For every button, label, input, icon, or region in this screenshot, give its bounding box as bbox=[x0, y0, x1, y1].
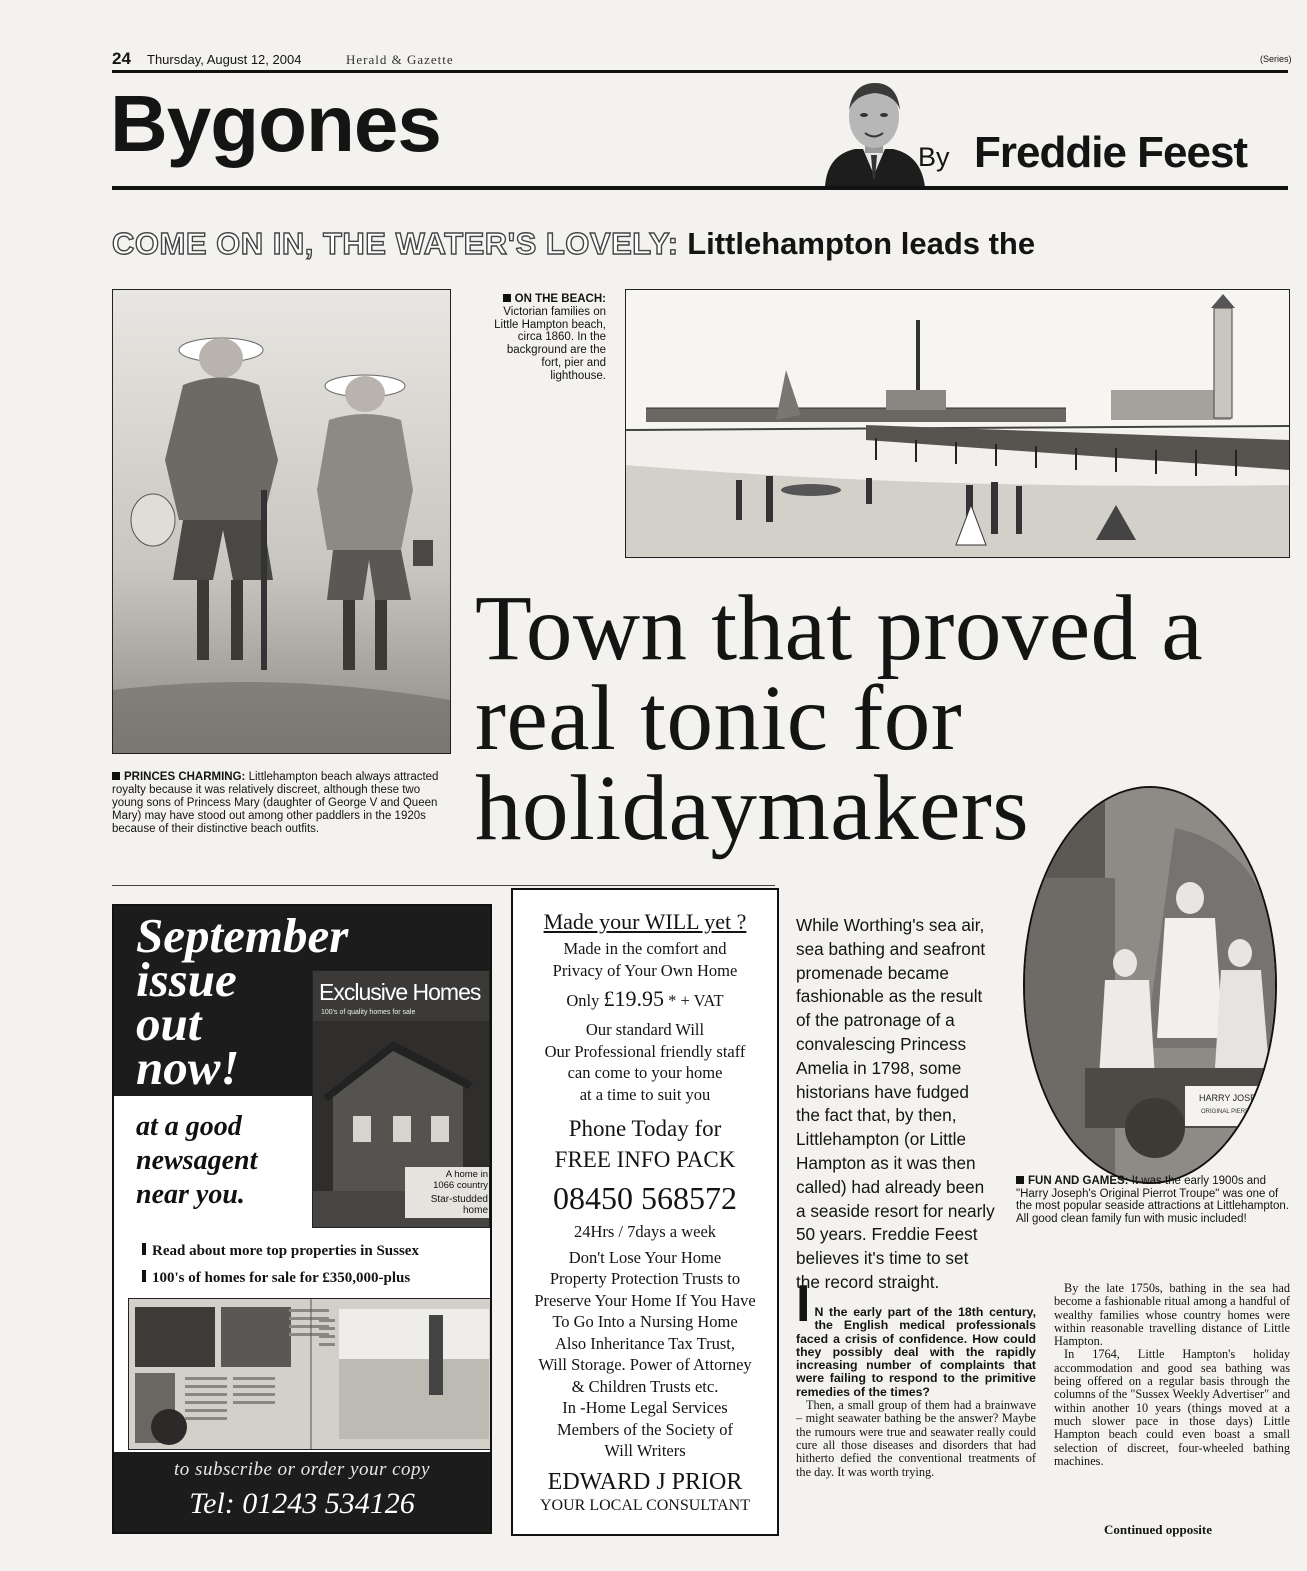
ad-bullet-1: Read about more top properties in Sussex bbox=[152, 1243, 419, 1259]
intro-standfirst: While Worthing's sea air, sea bathing and seafront promenade became fashionable as the result of the patronage of a convalescing Princess Amelia in 1798, some historians have fudged the fact that, by then, Littlehampton (or Little Hampton as it was then called) had already been a seaside resort for nearly 50 years. Freddie Feest believes it's time to set the record straight. bbox=[796, 915, 995, 1292]
ad-headline-4: now! bbox=[136, 1040, 240, 1095]
will-ad-phone: 08450 568572 bbox=[553, 1180, 737, 1216]
caption-bullet bbox=[112, 772, 120, 780]
beach-caption bbox=[490, 293, 606, 383]
issue-date: Thursday, August 12, 2004 bbox=[147, 52, 302, 67]
will-ad-service: In -Home Legal Services bbox=[562, 1398, 728, 1417]
princes-caption bbox=[112, 771, 447, 836]
troupe-sign-2: ORIGINAL PIERR bbox=[1201, 1109, 1250, 1115]
ad-bullets bbox=[142, 1238, 419, 1292]
princes-photo bbox=[112, 289, 451, 754]
caption-bullet bbox=[503, 294, 511, 302]
will-ad-name: EDWARD J PRIOR bbox=[547, 1468, 743, 1495]
will-ad-line: at a time to suit you bbox=[579, 1084, 711, 1104]
ad-headline-2: issue bbox=[136, 952, 237, 1007]
headline-line-3: holidaymakers bbox=[475, 757, 1030, 860]
will-ad-title: Made your WILL yet ? bbox=[543, 909, 747, 934]
magazine-cover bbox=[312, 970, 490, 1228]
will-ad-service: Will Writers bbox=[604, 1441, 686, 1460]
magazine-ad bbox=[112, 904, 492, 1534]
beach-caption-label: ON THE BEACH: bbox=[514, 293, 606, 305]
cover-feature-1: A home in bbox=[445, 1169, 488, 1180]
beach-engraving bbox=[625, 289, 1290, 558]
byline-name: Freddie Feest bbox=[974, 128, 1248, 177]
fun-caption-text: It was the early 1900s and "Harry Joseph's Original Pierrot Troupe" was one of the most popular seaside attractions at Littlehampton. All good clean family fun with music included! bbox=[1016, 1175, 1289, 1225]
will-ad-service: Also Inheritance Tax Trust, bbox=[554, 1333, 736, 1353]
beach-caption-text: Victorian families on Little Hampton beach, circa 1860. In the background are the fort, pier and lighthouse. bbox=[494, 305, 606, 382]
paper-name: Herald & Gazette bbox=[346, 52, 454, 67]
will-ad-service: Will Storage. Power of Attorney bbox=[538, 1355, 752, 1374]
cover-title: Exclusive Homes bbox=[319, 979, 481, 1005]
cover-feature-3: Star-studded home bbox=[430, 1194, 488, 1216]
will-ad-service: Don't Lose Your Home bbox=[568, 1247, 722, 1267]
pierrot-photo bbox=[1023, 786, 1277, 1184]
cover-tagline: 100's of quality homes for sale bbox=[321, 1009, 416, 1016]
troupe-sign-1: HARRY JOSE bbox=[1199, 1093, 1257, 1103]
will-ad-line: can come to your home bbox=[567, 1063, 723, 1082]
will-ad bbox=[511, 888, 779, 1536]
will-ad-service: Property Protection Trusts to bbox=[549, 1269, 741, 1288]
will-ad-line: Privacy of Your Own Home bbox=[552, 960, 738, 980]
ad-telephone: Tel: 01243 534126 bbox=[189, 1487, 415, 1520]
headline-line-2: real tonic for bbox=[475, 667, 963, 770]
strapline-rest: Littlehampton leads the bbox=[687, 226, 1036, 261]
drop-cap: I bbox=[796, 1275, 811, 1333]
continued-opposite: Continued opposite bbox=[1104, 1522, 1212, 1537]
ad-subscribe: to subscribe or order your copy bbox=[174, 1459, 430, 1480]
will-ad-service: & Children Trusts etc. bbox=[571, 1376, 719, 1396]
article-lead: N the early part of the 18th century, the English medical professionals faced a crisis of confidence. How could they possibly deal with the rapidly increasing number of complaints that were failing to respond to the primitive remedies of the times? bbox=[796, 1305, 1036, 1399]
princes-caption-label: PRINCES CHARMING: bbox=[124, 771, 246, 783]
ad-subline bbox=[136, 1110, 257, 1212]
will-ad-role: YOUR LOCAL CONSULTANT bbox=[540, 1496, 750, 1514]
headline-line-1: Town that proved a bbox=[475, 577, 1204, 680]
fun-caption-label: FUN AND GAMES: bbox=[1028, 1175, 1129, 1187]
will-ad-hours: 24Hrs / 7days a week bbox=[573, 1222, 717, 1241]
ad-subline-1: at a good bbox=[136, 1111, 242, 1142]
will-ad-phone-label-1: Phone Today for bbox=[568, 1116, 722, 1141]
ad-subline-2: newsagent bbox=[136, 1145, 258, 1176]
page-number: 24 bbox=[112, 49, 131, 68]
will-ad-price-suffix: * + VAT bbox=[668, 991, 724, 1010]
article-column-2 bbox=[1054, 1282, 1290, 1468]
section-title: Bygones bbox=[110, 79, 441, 168]
ads-rule bbox=[112, 885, 775, 886]
ad-headline-3: out bbox=[136, 996, 202, 1051]
will-ad-service: To Go Into a Nursing Home bbox=[552, 1312, 738, 1331]
will-ad-price: £19.95 bbox=[603, 986, 665, 1011]
will-ad-line: Made in the comfort and bbox=[563, 939, 727, 958]
will-ad-price-line bbox=[513, 986, 777, 1014]
will-ad-service: Members of the Society of bbox=[557, 1419, 733, 1439]
ad-bullet-2: 100's of homes for sale for £350,000-plus bbox=[152, 1270, 411, 1286]
magazine-spread bbox=[128, 1298, 492, 1450]
article-column-1 bbox=[796, 1275, 1036, 1479]
ad-subline-3: near you. bbox=[136, 1179, 245, 1210]
article-paragraph-3: In 1764, Little Hampton's holiday accommodation and good sea bathing was being offered on a regular basis through the columns of the "Sussex Weekly Advertiser" and within another 10 years (things moved at a much slower pace in those days) Little Hampton beach could even boast a small selection of discreet, four-wheeled bathing machines. bbox=[1054, 1347, 1290, 1468]
princes-caption-text: Littlehampton beach always attracted royalty because it was relatively discreet, although these two young sons of Princess Mary (daughter of George V and Queen Mary) may have stood out among other paddlers in the 1920s because of their distinctive beach outfits. bbox=[112, 771, 439, 835]
cover-features bbox=[405, 1167, 490, 1218]
strapline-lead: COME ON IN, THE WATER'S LOVELY: bbox=[112, 226, 679, 261]
ad-bullet-mark bbox=[142, 1270, 146, 1282]
edition-label: (Series) bbox=[1260, 54, 1292, 64]
section-rule bbox=[112, 186, 1288, 190]
will-ad-phone-label-2: FREE INFO PACK bbox=[554, 1147, 736, 1172]
byline-prefix: By bbox=[918, 142, 950, 172]
will-ad-line: Our standard Will bbox=[585, 1020, 705, 1039]
will-ad-price-prefix: Only bbox=[566, 991, 600, 1010]
author-portrait bbox=[815, 75, 933, 187]
ad-bullet-mark bbox=[142, 1243, 146, 1255]
fun-caption bbox=[1016, 1175, 1290, 1225]
article-paragraph-2: By the late 1750s, bathing in the sea had become a fashionable ritual among a handful of wealthy families whose country homes were within reasonable travelling distance of Little Hampton. bbox=[1054, 1281, 1290, 1349]
caption-bullet bbox=[1016, 1176, 1024, 1184]
strapline bbox=[112, 226, 1035, 262]
will-ad-service: Preserve Your Home If You Have bbox=[534, 1290, 756, 1310]
will-ad-line: Our Professional friendly staff bbox=[544, 1041, 746, 1061]
ad-headline-1: September bbox=[136, 908, 349, 963]
cover-feature-2: 1066 country bbox=[433, 1180, 488, 1191]
masthead-rule bbox=[112, 70, 1288, 73]
article-paragraph-1: Then, a small group of them had a brainwave – might seawater bathing be the answer? Maybe the rumours were true and seawater really could cure all those diseases and disorders that had hitherto defied the conventional treatments of the day. It was worth trying. bbox=[796, 1398, 1036, 1479]
